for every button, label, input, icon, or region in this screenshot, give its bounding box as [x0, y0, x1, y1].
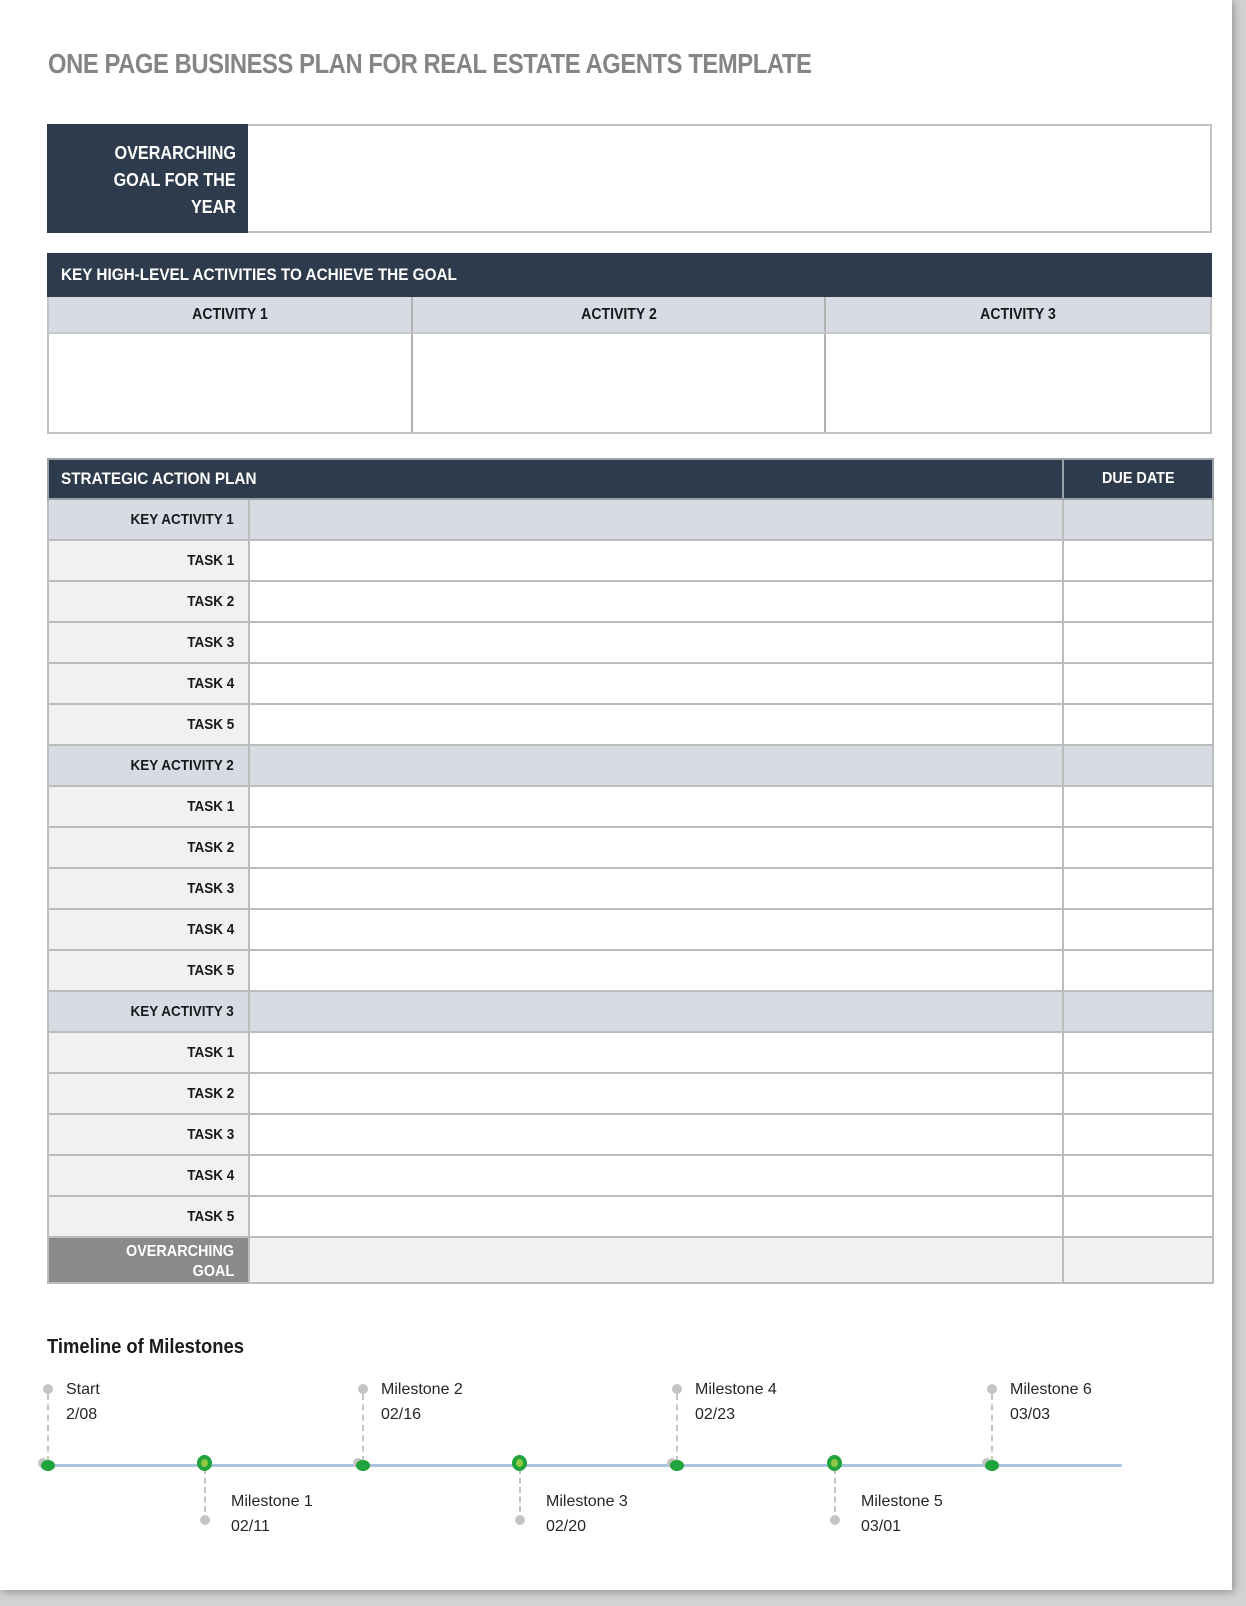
- timeline-title: Timeline of Milestones: [47, 1336, 244, 1358]
- strategic-action-plan-table: [47, 458, 1214, 1284]
- milestone-label: [66, 1377, 100, 1427]
- task-row: [48, 1114, 1213, 1155]
- milestone-date: 02/16: [381, 1406, 422, 1423]
- task-row: [48, 827, 1213, 868]
- milestone-marker: [827, 1455, 842, 1471]
- milestone-marker: [670, 1460, 684, 1471]
- task-input[interactable]: [249, 540, 1063, 581]
- task-label: TASK 1: [48, 540, 249, 581]
- key-activity-row: [48, 745, 1213, 786]
- activity-1-input[interactable]: [49, 332, 413, 432]
- milestone-stem-dot: [672, 1384, 682, 1394]
- milestone-stem: [676, 1394, 678, 1462]
- task-due-input[interactable]: [1063, 1032, 1213, 1073]
- task-row: [48, 909, 1213, 950]
- key-activity-row: [48, 991, 1213, 1032]
- milestone-name: Start: [66, 1381, 100, 1398]
- milestone-stem-dot: [200, 1515, 210, 1525]
- milestone-marker: [985, 1460, 999, 1471]
- milestone-name: Milestone 4: [695, 1381, 777, 1398]
- task-input[interactable]: [249, 1073, 1063, 1114]
- milestone-label: [381, 1377, 463, 1427]
- milestone-date: 02/11: [231, 1518, 270, 1535]
- milestone-name: Milestone 1: [231, 1493, 313, 1510]
- milestone-name: Milestone 5: [861, 1493, 943, 1510]
- key-activity-input[interactable]: [249, 991, 1063, 1032]
- milestone-date: 03/03: [1010, 1406, 1051, 1423]
- task-input[interactable]: [249, 704, 1063, 745]
- task-input[interactable]: [249, 1032, 1063, 1073]
- key-activity-due-input[interactable]: [1063, 991, 1213, 1032]
- task-row: [48, 950, 1213, 991]
- activity-3-header: ACTIVITY 3: [826, 297, 1210, 332]
- milestone-marker-halo: [38, 1458, 48, 1468]
- task-due-input[interactable]: [1063, 827, 1213, 868]
- key-activity-label: KEY ACTIVITY 2: [48, 745, 249, 786]
- task-label: TASK 2: [48, 581, 249, 622]
- overarching-goal-label: OVERARCHING GOAL FOR THE YEAR: [47, 124, 248, 233]
- milestone-name: Milestone 6: [1010, 1381, 1092, 1398]
- milestone-stem-dot: [358, 1384, 368, 1394]
- task-row: [48, 663, 1213, 704]
- task-input[interactable]: [249, 909, 1063, 950]
- milestone-stem: [362, 1394, 364, 1462]
- task-input[interactable]: [249, 1155, 1063, 1196]
- milestone-stem-dot: [515, 1515, 525, 1525]
- overarching-goal-due-input[interactable]: [1063, 1237, 1213, 1283]
- key-activity-due-input[interactable]: [1063, 499, 1213, 540]
- task-row: [48, 1155, 1213, 1196]
- milestone-marker: [512, 1455, 527, 1471]
- task-due-input[interactable]: [1063, 868, 1213, 909]
- task-label: TASK 5: [48, 1196, 249, 1237]
- task-label: TASK 3: [48, 1114, 249, 1155]
- task-input[interactable]: [249, 663, 1063, 704]
- task-due-input[interactable]: [1063, 786, 1213, 827]
- key-activity-label: KEY ACTIVITY 1: [48, 499, 249, 540]
- milestone-stem: [834, 1468, 836, 1512]
- milestone-marker-halo: [667, 1458, 677, 1468]
- activity-3-input[interactable]: [826, 332, 1210, 432]
- milestone-label: [861, 1489, 943, 1539]
- page-title: ONE PAGE BUSINESS PLAN FOR REAL ESTATE AGENTS TEMPLATE: [48, 48, 812, 79]
- activity-1-header: ACTIVITY 1: [49, 297, 413, 332]
- task-row: [48, 622, 1213, 663]
- activity-2-header: ACTIVITY 2: [413, 297, 826, 332]
- task-label: TASK 2: [48, 1073, 249, 1114]
- task-due-input[interactable]: [1063, 1155, 1213, 1196]
- task-label: TASK 1: [48, 1032, 249, 1073]
- milestone-name: Milestone 2: [381, 1381, 463, 1398]
- task-input[interactable]: [249, 950, 1063, 991]
- due-date-header: DUE DATE: [1063, 459, 1213, 499]
- task-row: [48, 704, 1213, 745]
- milestone-stem-dot: [43, 1384, 53, 1394]
- task-due-input[interactable]: [1063, 540, 1213, 581]
- task-label: TASK 3: [48, 622, 249, 663]
- milestone-marker-halo: [982, 1458, 992, 1468]
- milestone-stem: [204, 1468, 206, 1512]
- milestone-stem: [47, 1394, 49, 1462]
- task-row: [48, 1196, 1213, 1237]
- task-due-input[interactable]: [1063, 950, 1213, 991]
- milestone-marker: [356, 1460, 370, 1471]
- task-label: TASK 4: [48, 663, 249, 704]
- overarching-goal-section: [47, 124, 1212, 233]
- key-activity-input[interactable]: [249, 499, 1063, 540]
- overarching-goal-row-input[interactable]: [249, 1237, 1063, 1283]
- task-due-input[interactable]: [1063, 1196, 1213, 1237]
- key-activity-row: [48, 499, 1213, 540]
- task-row: [48, 540, 1213, 581]
- task-label: TASK 4: [48, 1155, 249, 1196]
- key-activities-table: [47, 297, 1212, 434]
- task-input[interactable]: [249, 622, 1063, 663]
- task-row: [48, 1073, 1213, 1114]
- task-input[interactable]: [249, 827, 1063, 868]
- milestone-label: [1010, 1377, 1092, 1427]
- milestone-date: 2/08: [66, 1406, 98, 1423]
- task-input[interactable]: [249, 581, 1063, 622]
- overarching-goal-input[interactable]: [248, 124, 1212, 233]
- task-due-input[interactable]: [1063, 622, 1213, 663]
- overarching-goal-row-label: OVERARCHING GOAL: [48, 1237, 249, 1283]
- key-activity-label: KEY ACTIVITY 3: [48, 991, 249, 1032]
- task-label: TASK 4: [48, 909, 249, 950]
- task-due-input[interactable]: [1063, 909, 1213, 950]
- milestone-date: 03/01: [861, 1518, 902, 1535]
- plan-header-label: STRATEGIC ACTION PLAN: [48, 459, 1063, 499]
- plan-rows: [48, 459, 1213, 1283]
- milestone-marker: [41, 1460, 55, 1471]
- key-activities-section: [47, 253, 1212, 434]
- activity-2-input[interactable]: [413, 332, 826, 432]
- key-activities-header: KEY HIGH-LEVEL ACTIVITIES TO ACHIEVE THE GOAL: [47, 253, 1212, 297]
- task-row: [48, 868, 1213, 909]
- milestone-label: [546, 1489, 628, 1539]
- plan-header-row: [48, 459, 1213, 499]
- milestone-stem: [519, 1468, 521, 1512]
- milestone-marker: [197, 1455, 212, 1471]
- task-label: TASK 1: [48, 786, 249, 827]
- task-label: TASK 3: [48, 868, 249, 909]
- task-due-input[interactable]: [1063, 663, 1213, 704]
- key-activity-input[interactable]: [249, 745, 1063, 786]
- milestone-stem: [991, 1394, 993, 1462]
- milestone-stem-dot: [830, 1515, 840, 1525]
- task-due-input[interactable]: [1063, 1114, 1213, 1155]
- task-input[interactable]: [249, 786, 1063, 827]
- milestone-date: 02/23: [695, 1406, 736, 1423]
- task-label: TASK 5: [48, 704, 249, 745]
- task-input[interactable]: [249, 868, 1063, 909]
- task-input[interactable]: [249, 1114, 1063, 1155]
- milestone-name: Milestone 3: [546, 1493, 628, 1510]
- milestone-marker-halo: [353, 1458, 363, 1468]
- task-due-input[interactable]: [1063, 1073, 1213, 1114]
- task-row: [48, 786, 1213, 827]
- milestone-date: 02/20: [546, 1518, 587, 1535]
- milestone-stem-dot: [987, 1384, 997, 1394]
- timeline-line: [48, 1464, 1122, 1467]
- milestone-label: [231, 1489, 313, 1539]
- task-input[interactable]: [249, 1196, 1063, 1237]
- task-due-input[interactable]: [1063, 704, 1213, 745]
- overarching-goal-row: [48, 1237, 1213, 1283]
- key-activity-due-input[interactable]: [1063, 745, 1213, 786]
- task-row: [48, 581, 1213, 622]
- milestone-label: [695, 1377, 777, 1427]
- task-due-input[interactable]: [1063, 581, 1213, 622]
- task-label: TASK 5: [48, 950, 249, 991]
- task-label: TASK 2: [48, 827, 249, 868]
- task-row: [48, 1032, 1213, 1073]
